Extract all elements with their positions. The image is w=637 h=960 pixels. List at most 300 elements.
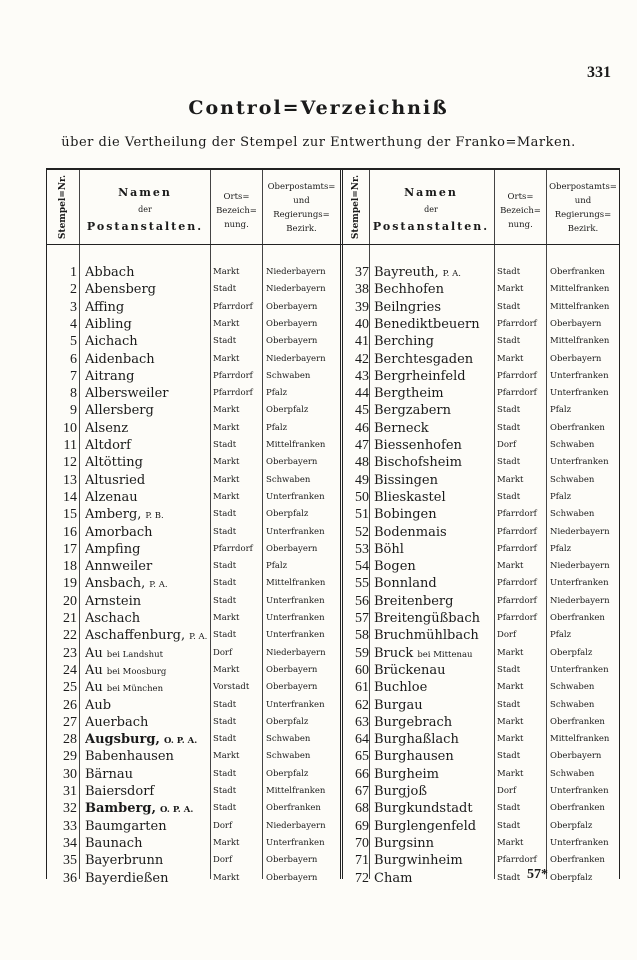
post-office-name-text: Bergrheinfeld xyxy=(374,368,466,384)
place-type: Pfarrdorf xyxy=(213,370,253,381)
post-office-name-text: Burgkundstadt xyxy=(374,801,473,817)
post-office-name xyxy=(374,748,493,767)
district-name: Unterfranken xyxy=(266,613,325,623)
table-row xyxy=(47,731,619,748)
stamp-number: 53 xyxy=(355,541,369,557)
stamp-number: 70 xyxy=(355,835,369,851)
header-district: Oberpostamts= und Regierungs= Bezirk. xyxy=(267,182,336,234)
post-office-name-text: Bergzabern xyxy=(374,403,451,419)
post-office-name xyxy=(374,524,493,543)
stamp-number: 14 xyxy=(63,489,77,505)
place-type: Pfarrdorf xyxy=(497,509,537,520)
stamp-number: 38 xyxy=(355,282,369,298)
district-name: Oberbayern xyxy=(266,855,318,866)
district-name: Oberpfalz xyxy=(266,716,309,727)
post-office-qualifier: P. B. xyxy=(145,511,164,522)
district-name: Pfalz xyxy=(550,491,572,502)
district-name: Niederbayern xyxy=(550,526,610,537)
table-row xyxy=(47,575,619,592)
stamp-number: 68 xyxy=(355,801,369,817)
district-name: Schwaben xyxy=(266,474,311,485)
district-name: Mittelfranken xyxy=(550,336,610,347)
post-office-name-text: Baumgarten xyxy=(85,818,167,834)
place-type: Pfarrdorf xyxy=(497,526,537,537)
place-type: Pfarrdorf xyxy=(497,318,537,329)
post-office-name xyxy=(374,385,493,404)
post-office-name xyxy=(374,368,493,387)
stamp-number: 13 xyxy=(63,472,77,488)
stamp-number: 30 xyxy=(63,766,77,782)
table-row xyxy=(47,800,619,817)
post-office-name xyxy=(374,697,493,716)
district-name: Oberpfalz xyxy=(266,768,309,779)
post-office-name-text: Ansbach, xyxy=(85,576,146,592)
district-name: Unterfranken xyxy=(266,526,325,537)
post-office-name-text: Bruck xyxy=(374,645,414,661)
post-office-name-text: Burghaßlach xyxy=(374,732,459,748)
stamp-number: 32 xyxy=(63,801,77,817)
table-row xyxy=(47,368,619,385)
post-office-name-text: Berneck xyxy=(374,420,429,436)
district-name: Oberpfalz xyxy=(550,647,593,658)
place-type: Markt xyxy=(213,353,240,364)
stamp-number: 10 xyxy=(63,420,77,436)
stamp-number: 23 xyxy=(63,645,77,661)
stamp-number: 3 xyxy=(70,299,77,315)
page-title: Control=Verzeichniß xyxy=(188,97,449,119)
post-office-name-text: Altdorf xyxy=(85,438,131,453)
place-type: Markt xyxy=(497,837,524,848)
place-type: Dorf xyxy=(213,855,233,866)
stamp-number: 44 xyxy=(355,386,369,402)
district-name: Oberbayern xyxy=(266,301,318,312)
place-type: Markt xyxy=(497,647,524,658)
post-office-name xyxy=(374,783,493,802)
district-name: Unterfranken xyxy=(550,664,609,675)
table-row xyxy=(47,558,619,575)
place-type: Markt xyxy=(497,734,524,745)
stamp-number: 45 xyxy=(355,403,369,419)
post-office-qualifier: bei Mittenau xyxy=(417,649,473,660)
stamp-number: 16 xyxy=(63,524,77,540)
post-office-name-text: Au xyxy=(85,680,103,696)
district-name: Pfalz xyxy=(266,388,288,399)
post-office-name-text: Berching xyxy=(374,334,434,350)
stamp-number: 50 xyxy=(355,489,369,505)
post-office-name-text: Au xyxy=(85,662,103,678)
post-office-name-text: Burgau xyxy=(374,697,423,713)
district-name: Oberbayern xyxy=(266,336,318,347)
district-name: Oberbayern xyxy=(550,751,602,762)
table-row xyxy=(47,351,619,368)
place-type: Markt xyxy=(213,837,240,848)
header-name: Namen der Postanstalten. xyxy=(86,186,204,233)
stamp-number: 17 xyxy=(63,541,77,557)
district-name: Schwaben xyxy=(266,734,311,745)
stamp-number: 67 xyxy=(355,784,369,799)
table-row xyxy=(47,281,619,298)
post-office-name-text: Burghausen xyxy=(374,749,454,765)
post-office-name-text: Aschaffenburg, xyxy=(85,628,186,644)
stamp-number: 65 xyxy=(355,749,369,765)
post-office-name-text: Bärnau xyxy=(85,766,134,782)
table-row xyxy=(47,316,619,333)
place-type: Dorf xyxy=(213,647,233,658)
post-office-name xyxy=(374,870,493,889)
district-name: Oberpfalz xyxy=(266,509,309,520)
post-office-name xyxy=(374,454,493,473)
post-office-name xyxy=(374,472,493,491)
post-office-name-text: Babenhausen xyxy=(85,749,174,765)
place-type: Markt xyxy=(213,751,240,762)
post-office-qualifier: P. A. xyxy=(189,632,208,643)
stamp-number: 43 xyxy=(355,368,369,384)
post-office-name-text: Baunach xyxy=(85,835,143,851)
place-type: Markt xyxy=(213,267,240,277)
post-office-name-text: Burgjoß xyxy=(374,784,428,799)
stamp-number: 22 xyxy=(63,628,77,644)
post-office-name-text: Alsenz xyxy=(85,420,129,436)
place-type: Markt xyxy=(497,768,524,779)
table-row xyxy=(47,697,619,714)
post-office-name-text: Annweiler xyxy=(85,559,153,575)
table-row xyxy=(47,818,619,835)
post-office-name xyxy=(374,645,493,664)
place-type: Markt xyxy=(497,474,524,485)
stamp-number: 62 xyxy=(355,697,369,713)
place-type: Markt xyxy=(213,457,240,468)
post-office-name-text: Bischofsheim xyxy=(374,455,462,471)
post-office-name-text: Baiersdorf xyxy=(85,784,155,799)
post-office-name xyxy=(374,662,493,681)
district-name: Schwaben xyxy=(550,474,595,485)
stamp-number: 31 xyxy=(63,784,77,799)
post-office-name-text: Auerbach xyxy=(85,714,149,730)
place-type: Markt xyxy=(497,353,524,364)
place-type: Stadt xyxy=(497,422,521,433)
post-office-name-text: Allersberg xyxy=(85,403,154,419)
table-row xyxy=(47,506,619,523)
post-office-qualifier: P. A. xyxy=(442,269,461,279)
post-office-name-text: Böhl xyxy=(374,541,404,557)
post-office-name-text: Aub xyxy=(85,697,112,713)
stamp-number: 60 xyxy=(355,662,369,678)
stamp-number: 6 xyxy=(70,351,77,367)
post-office-name-text: Aibling xyxy=(85,316,132,332)
district-name: Schwaben xyxy=(550,509,595,520)
district-name: Oberpfalz xyxy=(550,820,593,831)
district-name: Oberbayern xyxy=(266,872,318,883)
post-office-name xyxy=(374,316,493,335)
post-office-name-text: Aschach xyxy=(85,611,141,626)
district-name: Oberfranken xyxy=(550,422,605,433)
stamp-number: 37 xyxy=(355,265,369,280)
post-office-name xyxy=(374,679,493,698)
post-office-name xyxy=(374,610,493,629)
post-office-name-text: Alzenau xyxy=(85,489,138,505)
district-name: Oberbayern xyxy=(266,318,318,329)
post-office-name xyxy=(374,852,493,871)
stamp-number: 33 xyxy=(63,818,77,834)
post-office-name xyxy=(374,575,493,594)
post-office-name-text: Blieskastel xyxy=(374,489,446,505)
district-name: Oberbayern xyxy=(266,543,318,554)
table-row xyxy=(47,264,619,281)
header-rule xyxy=(47,244,619,245)
district-name: Oberfranken xyxy=(266,803,321,814)
table-row xyxy=(47,454,619,471)
district-name: Niederbayern xyxy=(550,561,610,572)
stamp-number: 46 xyxy=(355,420,369,436)
district-name: Mittelfranken xyxy=(550,734,610,745)
place-type: Pfarrdorf xyxy=(497,543,537,554)
post-office-name-text: Burgheim xyxy=(374,766,440,782)
place-type: Stadt xyxy=(213,716,237,727)
stamp-number: 11 xyxy=(63,438,77,453)
post-office-qualifier: O. P. A. xyxy=(163,736,198,747)
district-name: Unterfranken xyxy=(266,699,325,710)
district-name: Unterfranken xyxy=(266,837,325,848)
stamp-number: 18 xyxy=(63,559,77,575)
post-office-name-text: Bodenmais xyxy=(374,524,447,540)
place-type: Dorf xyxy=(497,440,517,450)
stamp-number: 40 xyxy=(355,316,369,332)
post-office-name xyxy=(374,420,493,439)
district-name: Oberfranken xyxy=(550,803,605,814)
post-office-qualifier: O. P. A. xyxy=(160,805,194,816)
place-type: Stadt xyxy=(213,578,237,589)
place-type: Markt xyxy=(213,474,240,485)
stamp-number: 20 xyxy=(63,593,77,609)
place-type: Vorstadt xyxy=(213,682,250,693)
post-office-name-text: Bayreuth, xyxy=(374,265,439,280)
place-type: Stadt xyxy=(497,751,521,762)
post-office-name-text: Abbach xyxy=(85,265,135,280)
district-name: Oberfranken xyxy=(550,267,605,277)
district-name: Niederbayern xyxy=(266,267,326,277)
place-type: Markt xyxy=(213,664,240,675)
post-office-name xyxy=(374,835,493,854)
post-office-name-text: Arnstein xyxy=(85,593,142,609)
district-name: Unterfranken xyxy=(550,370,609,381)
stamp-number: 15 xyxy=(63,507,77,523)
header-place-type: Orts= Bezeich= nung. xyxy=(500,192,541,230)
district-name: Oberfranken xyxy=(550,716,605,727)
place-type: Stadt xyxy=(497,301,521,312)
place-type: Stadt xyxy=(497,664,521,675)
place-type: Markt xyxy=(497,682,524,693)
header-name: Namen der Postanstalten. xyxy=(372,186,490,233)
post-office-name-text: Bissingen xyxy=(374,472,438,488)
place-type: Stadt xyxy=(497,491,521,502)
place-type: Stadt xyxy=(213,734,237,745)
district-name: Oberfranken xyxy=(550,855,605,866)
place-type: Stadt xyxy=(213,699,237,710)
place-type: Pfarrdorf xyxy=(497,370,537,381)
place-type: Stadt xyxy=(497,336,521,347)
post-office-name-text: Aidenbach xyxy=(85,351,155,367)
district-name: Niederbayern xyxy=(266,353,326,364)
place-type: Stadt xyxy=(213,284,237,295)
place-type: Markt xyxy=(213,872,240,883)
post-office-name-text: Burglengenfeld xyxy=(374,818,477,834)
place-type: Stadt xyxy=(213,595,237,606)
district-name: Schwaben xyxy=(266,751,311,762)
place-type: Stadt xyxy=(497,457,521,468)
post-office-name-text: Benediktbeuern xyxy=(374,316,480,332)
post-office-qualifier: P. A. xyxy=(149,580,168,591)
place-type: Stadt xyxy=(213,509,237,520)
stamp-number: 8 xyxy=(70,386,77,402)
district-name: Oberpfalz xyxy=(550,872,593,883)
place-type: Stadt xyxy=(213,768,237,779)
stamp-number: 25 xyxy=(63,680,77,696)
table-row xyxy=(47,420,619,437)
post-office-name xyxy=(374,558,493,577)
post-office-name-text: Amorbach xyxy=(85,524,153,540)
district-name: Pfalz xyxy=(550,405,572,416)
stamp-number: 7 xyxy=(70,368,77,384)
post-office-name xyxy=(374,731,493,750)
stamp-number: 59 xyxy=(355,645,369,661)
post-office-name-text: Beilngries xyxy=(374,299,441,315)
post-office-name-text: Breitenberg xyxy=(374,593,454,609)
post-office-name xyxy=(374,714,493,733)
post-office-name-text: Burgebrach xyxy=(374,714,453,730)
stamp-number: 64 xyxy=(355,732,369,748)
post-office-name-text: Biessenhofen xyxy=(374,438,462,453)
table-row xyxy=(47,662,619,679)
post-office-name xyxy=(374,333,493,352)
place-type: Markt xyxy=(213,491,240,502)
post-office-name-text: Abensberg xyxy=(85,282,156,298)
district-name: Oberbayern xyxy=(266,457,318,468)
stamp-number: 5 xyxy=(70,334,77,350)
post-office-name-text: Bayerdießen xyxy=(85,870,169,886)
district-name: Unterfranken xyxy=(550,388,609,399)
stamp-number: 55 xyxy=(355,576,369,592)
district-name: Unterfranken xyxy=(266,630,325,641)
post-office-name-text: Bobingen xyxy=(374,507,437,523)
place-type: Markt xyxy=(213,613,240,623)
district-name: Oberpfalz xyxy=(266,405,309,416)
place-type: Markt xyxy=(497,284,524,295)
table-row xyxy=(47,333,619,350)
district-name: Oberbayern xyxy=(550,318,602,329)
district-name: Schwaben xyxy=(550,440,595,450)
post-office-name xyxy=(374,593,493,612)
post-office-name-text: Buchloe xyxy=(374,680,428,696)
register-table xyxy=(46,168,620,886)
district-name: Unterfranken xyxy=(266,595,325,606)
post-office-name-text: Bruchmühlbach xyxy=(374,628,479,644)
stamp-number: 39 xyxy=(355,299,369,315)
table-row xyxy=(47,679,619,696)
stamp-number: 58 xyxy=(355,628,369,644)
post-office-name xyxy=(374,351,493,370)
table-row xyxy=(47,524,619,541)
stamp-number: 48 xyxy=(355,455,369,471)
post-office-name xyxy=(374,281,493,300)
place-type: Stadt xyxy=(497,872,521,883)
table-row xyxy=(47,593,619,610)
table-row xyxy=(47,766,619,783)
district-name: Pfalz xyxy=(550,543,572,554)
post-office-name xyxy=(374,506,493,525)
header-number: Stempel=Nr. xyxy=(351,174,362,240)
place-type: Dorf xyxy=(213,820,233,831)
stamp-number: 49 xyxy=(355,472,369,488)
district-name: Pfalz xyxy=(550,630,572,641)
stamp-number: 72 xyxy=(355,870,369,886)
post-office-name-text: Altusried xyxy=(85,472,146,488)
post-office-name-text: Bayerbrunn xyxy=(85,853,164,869)
place-type: Pfarrdorf xyxy=(497,578,537,589)
post-office-qualifier: bei Moosburg xyxy=(106,666,167,677)
post-office-name xyxy=(374,437,493,456)
place-type: Pfarrdorf xyxy=(497,613,537,623)
post-office-name xyxy=(374,766,493,785)
place-type: Stadt xyxy=(497,405,521,416)
stamp-number: 21 xyxy=(63,611,77,626)
stamp-number: 28 xyxy=(63,732,77,748)
post-office-name-text: Aitrang xyxy=(85,368,135,384)
district-name: Schwaben xyxy=(266,370,311,381)
place-type: Pfarrdorf xyxy=(497,388,537,399)
post-office-name-text: Augsburg, xyxy=(85,732,160,748)
stamp-number: 12 xyxy=(63,455,77,471)
table-row xyxy=(47,437,619,454)
place-type: Pfarrdorf xyxy=(213,543,253,554)
stamp-number: 54 xyxy=(355,559,369,575)
district-name: Schwaben xyxy=(550,768,595,779)
place-type: Markt xyxy=(213,405,240,416)
place-type: Markt xyxy=(213,422,240,433)
stamp-number: 51 xyxy=(355,507,369,523)
table-row xyxy=(47,385,619,402)
post-office-name-text: Bechhofen xyxy=(374,282,444,298)
table-row xyxy=(47,627,619,644)
stamp-number: 47 xyxy=(355,438,369,453)
place-type: Markt xyxy=(213,318,240,329)
post-office-name-text: Altötting xyxy=(85,455,143,471)
stamp-number: 71 xyxy=(355,853,369,869)
district-name: Niederbayern xyxy=(266,647,326,658)
district-name: Pfalz xyxy=(266,561,288,572)
post-office-name xyxy=(374,489,493,508)
district-name: Niederbayern xyxy=(266,820,326,831)
place-type: Markt xyxy=(497,561,524,572)
post-office-name xyxy=(374,299,493,318)
district-name: Mittelfranken xyxy=(266,578,326,589)
stamp-number: 9 xyxy=(70,403,77,419)
table-row xyxy=(47,610,619,627)
post-office-name-text: Ampfing xyxy=(85,541,141,557)
post-office-name-text: Burgwinheim xyxy=(374,853,463,869)
district-name: Oberbayern xyxy=(550,353,602,364)
page-number: 331 xyxy=(587,64,611,81)
district-name: Pfalz xyxy=(266,422,288,433)
post-office-name-text: Bogen xyxy=(374,559,416,575)
table-row xyxy=(47,402,619,419)
header-place-type: Orts= Bezeich= nung. xyxy=(216,192,257,230)
post-office-name xyxy=(374,402,493,421)
district-name: Oberfranken xyxy=(550,613,605,623)
place-type: Pfarrdorf xyxy=(213,301,253,312)
header-district: Oberpostamts= und Regierungs= Bezirk. xyxy=(549,182,617,234)
table-row xyxy=(47,472,619,489)
stamp-number: 36 xyxy=(63,870,77,886)
